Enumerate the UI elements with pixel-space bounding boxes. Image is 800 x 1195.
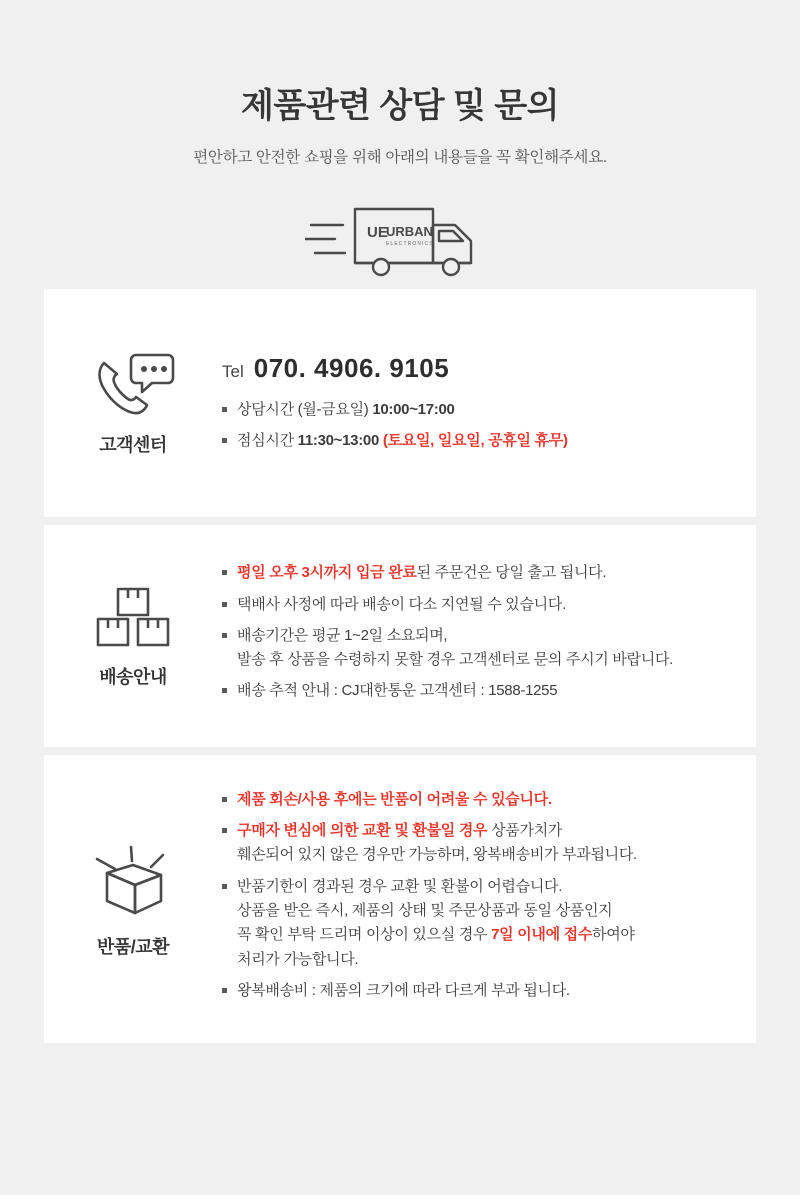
shipping-icon-block — [44, 579, 222, 693]
truck-icon — [305, 195, 495, 287]
panel-divider — [44, 517, 756, 525]
returns-list — [222, 788, 726, 1003]
page-subtitle: 편안하고 안전한 쇼핑을 위해 아래의 내용들을 꼭 확인해주세요. — [193, 149, 607, 166]
list-item: 제품 회손/사용 후에는 반품이 어려울 수 있습니다. — [222, 788, 726, 812]
section-returns — [44, 755, 756, 1043]
section-customer-center — [44, 289, 756, 517]
page-header — [0, 0, 800, 167]
list-item: 점심시간 11:30~13:00 (토요일, 일요일, 공휴일 휴무) — [222, 429, 726, 453]
shipping-list — [222, 561, 726, 703]
list-item: 구매자 변심에 의한 교환 및 환불일 경우 상품가치가 훼손되어 있지 않은 경우만 가능하며, 왕복배송비가 부과됩니다. — [222, 819, 726, 868]
panel-divider — [44, 747, 756, 755]
list-item: 배송 추적 안내 : CJ대한통운 고객센터 : 1588-1255 — [222, 679, 726, 703]
list-item: 배송기간은 평균 1~2일 소요되며, 발송 후 상품을 수령하지 못할 경우 고객센터로 문의 주시기 바랍니다. — [222, 624, 726, 673]
shipping-body — [222, 553, 756, 718]
page-title: 제품관련 상담 및 문의 — [241, 87, 559, 125]
customer-center-caption: 고객센터 — [99, 435, 167, 455]
tel-number: 070. 4906. 9105 — [253, 353, 450, 384]
logo-sub: ELECTRONICS — [386, 241, 434, 247]
section-shipping — [44, 525, 756, 747]
returns-body — [222, 780, 756, 1018]
customer-center-body — [222, 345, 756, 461]
list-item: 왕복배송비 : 제품의 크기에 따라 다르게 부과 됩니다. — [222, 979, 726, 1003]
customer-center-icon-block — [44, 345, 222, 461]
list-item: 반품기한이 경과된 경우 교환 및 환불이 어렵습니다. 상품을 받은 즉시, 제품의 상태 및 주문상품과 동일 상품인지 꼭 확인 부탁 드리며 이상이 있으실 경우 7일 이내에 접수하여야 처리가 가능합니다. — [222, 875, 726, 972]
telephone-line — [222, 353, 726, 384]
open-box-icon — [85, 839, 181, 923]
returns-caption: 반품/교환 — [96, 937, 170, 957]
logo-mark: UE — [367, 224, 388, 241]
brand-logo — [367, 224, 434, 247]
tel-label: Tel — [222, 362, 244, 382]
customer-center-list — [222, 398, 726, 453]
delivery-truck-illustration — [0, 193, 800, 289]
shipping-caption: 배송안내 — [99, 667, 167, 687]
logo-name: URBAN — [386, 224, 433, 239]
returns-icon-block — [44, 835, 222, 963]
list-item: 상담시간 (월-금요일) 10:00~17:00 — [222, 398, 726, 422]
list-item: 평일 오후 3시까지 입금 완료된 주문건은 당일 출고 됩니다. — [222, 561, 726, 585]
bottom-spacer — [0, 1043, 800, 1173]
phone-chat-icon — [90, 349, 176, 421]
list-item: 택배사 사정에 따라 배송이 다소 지연될 수 있습니다. — [222, 593, 726, 617]
boxes-icon — [90, 583, 176, 653]
